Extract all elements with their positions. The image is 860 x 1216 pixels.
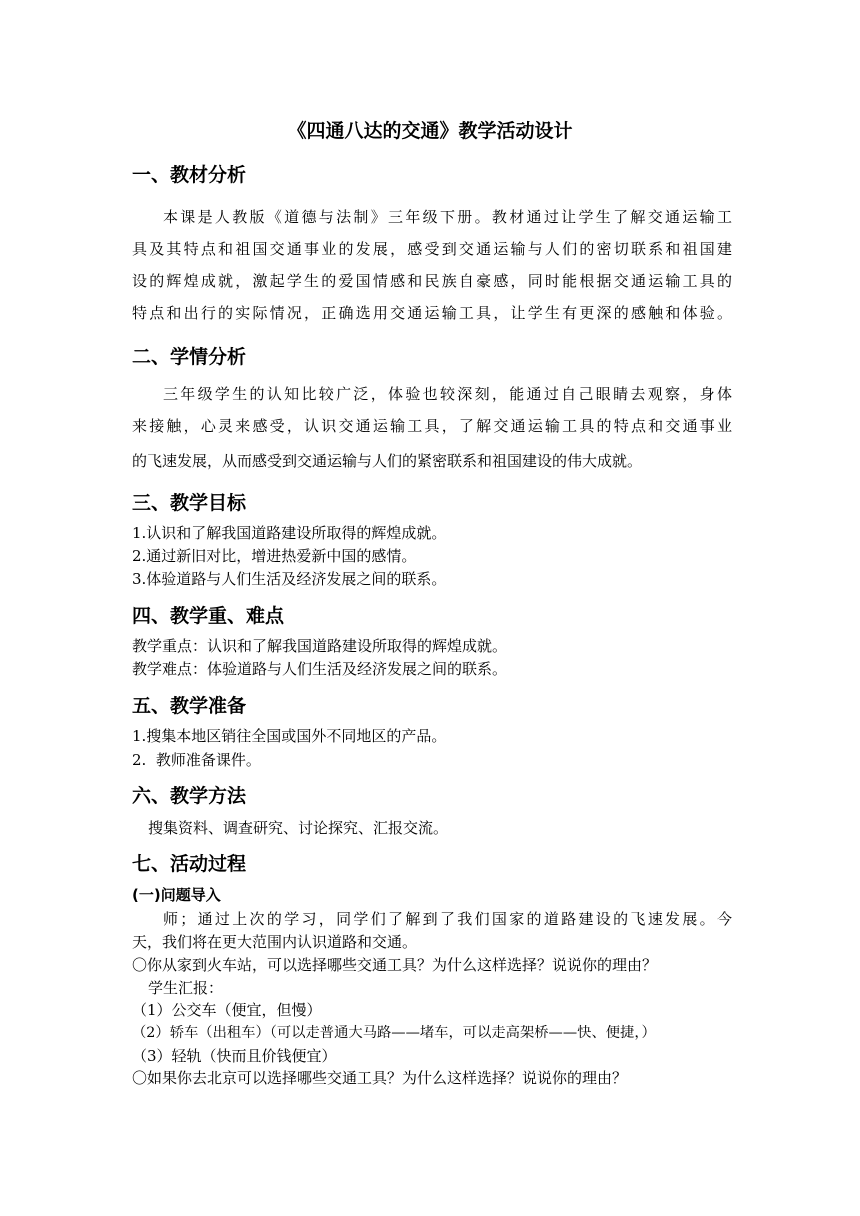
paragraph-line: 三年级学生的认知比较广泛，体验也较深刻，能通过自己眼睛去观察，身体: [163, 385, 732, 403]
section-heading-textbook-analysis: 一、教材分析: [132, 164, 247, 186]
paragraph-line: 搜集资料、调查研究、讨论探究、汇报交流。: [148, 819, 449, 837]
paragraph-line: 学生汇报：: [148, 979, 224, 997]
document-title: 《四通八达的交通》教学活动设计: [287, 120, 573, 142]
section-heading-teaching-goals: 三、教学目标: [132, 492, 247, 514]
sub-heading-problem-intro: (一)问题导入: [132, 886, 221, 904]
paragraph-line: 特点和出行的实际情况，正确选用交通运输工具，让学生有更深的感触和体验。: [132, 304, 732, 322]
section-heading-activity-process: 七、活动过程: [132, 853, 247, 875]
paragraph-line: 的飞速发展，从而感受到交通运输与人们的紧密联系和祖国建设的伟大成就。: [132, 452, 643, 470]
section-heading-learner-analysis: 二、学情分析: [132, 346, 247, 368]
list-item: 3.体验道路与人们生活及经济发展之间的联系。: [132, 570, 447, 588]
paragraph-line: 天，我们将在更大范围内认识道路和交通。: [132, 933, 418, 951]
list-item: （3）轻轨（快而且价钱便宜）: [132, 1047, 337, 1065]
section-heading-preparation: 五、教学准备: [132, 695, 247, 717]
list-item: 1.认识和了解我国道路建设所取得的辉煌成就。: [132, 524, 447, 542]
paragraph-line: 师；通过上次的学习，同学们了解到了我们国家的道路建设的飞速发展。今: [163, 910, 732, 928]
paragraph-line: 设的辉煌成就，激起学生的爱国情感和民族自豪感，同时能根据交通运输工具的: [132, 272, 732, 290]
paragraph-line: 来接触，心灵来感受，认识交通运输工具，了解交通运输工具的特点和交通事业: [132, 417, 732, 435]
section-heading-key-points: 四、教学重、难点: [132, 605, 285, 627]
section-heading-methods: 六、教学方法: [132, 785, 247, 807]
question-line: 〇如果你去北京可以选择哪些交通工具？为什么这样选择？说说你的理由？: [132, 1069, 628, 1087]
question-line: 〇你从家到火车站，可以选择哪些交通工具？为什么这样选择？说说你的理由？: [132, 956, 658, 974]
paragraph-line: 教学难点：体验道路与人们生活及经济发展之间的联系。: [132, 660, 508, 678]
list-item: 2.通过新旧对比，增进热爱新中国的感情。: [132, 547, 417, 565]
paragraph-line: 本课是人教版《道德与法制》三年级下册。教材通过让学生了解交通运输工: [163, 208, 732, 226]
list-item: （2）轿车（出租车）（可以走普通大马路——堵车，可以走高架桥——快、便捷，）: [132, 1025, 656, 1041]
paragraph-line: 具及其特点和祖国交通事业的发展，感受到交通运输与人们的密切联系和祖国建: [132, 240, 732, 258]
list-item: （1）公交车（便宜，但慢）: [132, 1001, 322, 1019]
paragraph-line: 教学重点：认识和了解我国道路建设所取得的辉煌成就。: [132, 637, 508, 655]
list-item: 2. 教师准备课件。: [132, 751, 261, 769]
list-item: 1.搜集本地区销往全国或国外不同地区的产品。: [132, 727, 447, 745]
